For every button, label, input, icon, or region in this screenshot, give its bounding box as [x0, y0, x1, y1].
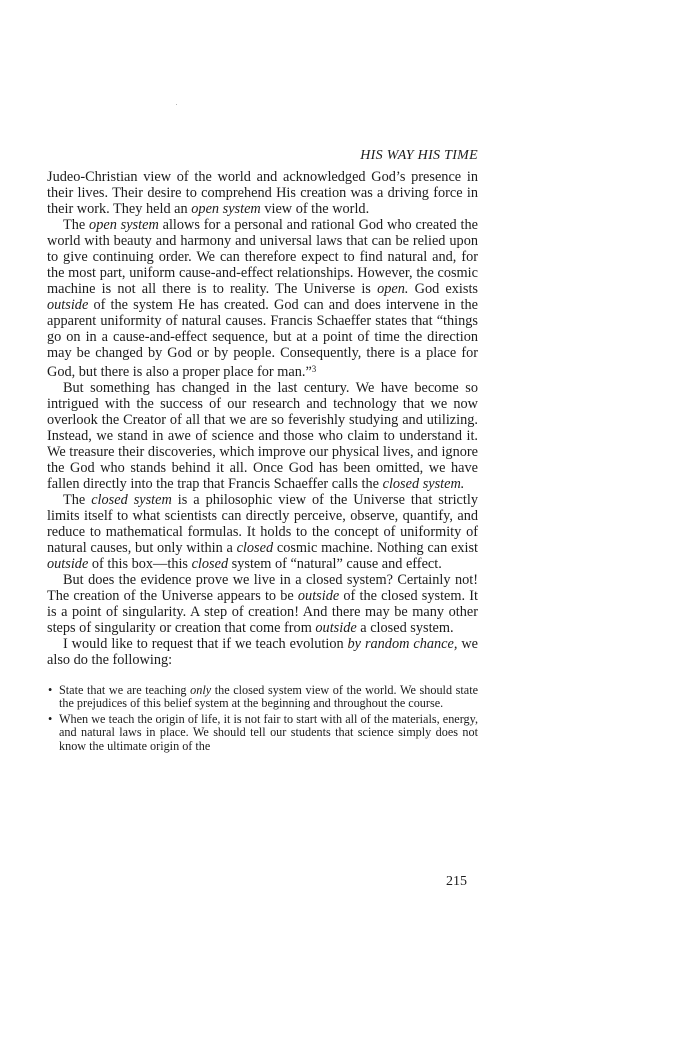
italic-text: outside — [47, 556, 89, 572]
list-item-text — [59, 683, 478, 710]
text-run: cosmic machine. Nothing can exist — [273, 540, 478, 556]
request-list — [47, 684, 478, 753]
text-run: The — [63, 492, 92, 508]
text-run: of this box—this — [88, 556, 192, 572]
text-run: of the closed system. It is a point of singularity. A step of creation! And there may be many other steps of singularity or creation that come from — [47, 588, 478, 636]
italic-text: open system — [89, 217, 159, 233]
text-run: God exists — [408, 281, 478, 297]
paragraph-closed-system — [47, 492, 478, 572]
text-run: The — [63, 217, 90, 233]
list-item — [47, 713, 478, 753]
list-item — [47, 684, 478, 711]
italic-text: open. — [377, 281, 409, 297]
text-run: of the system He has created. God can and does intervene in the apparent uniformity of natural causes. Francis Schaeffer states that “things go on in a cause-and-effect sequence, but at a point of time the direction may be changed by God or by people. Consequently, there is a place for God, but there is also a proper place for man.” — [47, 297, 478, 380]
paragraph-open-system — [47, 217, 478, 380]
footnote-ref: 3 — [311, 364, 317, 374]
bullet-icon: • — [48, 711, 53, 726]
italic-text: by random chance, — [347, 636, 458, 652]
list-item-text — [59, 712, 478, 753]
text-run: we also do the following: — [47, 636, 478, 668]
paragraph-something-changed — [47, 380, 478, 492]
italic-text: only — [190, 683, 212, 697]
text-run: a closed system. — [356, 620, 454, 636]
text-run: allows for a personal and rational God who created the world with beauty and harmony and universal laws that can be relied upon to give continuing order. We can therefore expect to find natural and, for the most part, uniform cause-and-effect relationships. However, the cosmic machine is not all there is to reality. The Universe is — [47, 217, 478, 297]
italic-text: closed — [236, 540, 274, 556]
italic-text: closed — [191, 556, 229, 572]
text-run: But something has changed in the last century. We have become so intrigued with the success of our research and technology that we now overlook the Creator of all that we are so feverishly studying and utilizing. Instead, we stand in awe of science and those who claim to understand it. We treasure their discoveries, which improve our physical lives, and ignore the God who stands behind it all. Once God has been omitted, we have fallen directly into the trap that Francis Schaeffer calls the — [47, 380, 478, 492]
italic-text: outside — [315, 620, 357, 636]
main-text — [47, 169, 478, 755]
text-run: the closed system view of the world. We should state the prejudices of this belief system at the beginning and throughout the course. — [59, 683, 478, 711]
text-run: But does the evidence prove we live in a closed system? Certainly not! The creation of the Universe appears to be — [47, 572, 478, 604]
text-run: Judeo-Christian view of the world and acknowledged God’s presence in their lives. Their desire to comprehend His creation was a driving force in their work. They held an — [47, 169, 478, 217]
text-run: is a philosophic view of the Universe that strictly limits itself to what scientists can directly perceive, observe, quantify, and reduce to mathematical formulas. It holds to the concept of uniformity of natural causes, but only within a — [47, 492, 478, 556]
text-run: system of “natural” cause and effect. — [228, 556, 442, 572]
italic-text: outside — [297, 588, 340, 604]
running-head: HIS WAY HIS TIME — [360, 148, 478, 163]
text-run: I would like to request that if we teach evolution — [63, 636, 348, 652]
italic-text: closed system. — [382, 476, 465, 492]
paragraph-1 — [47, 169, 478, 217]
italic-text: closed system — [91, 492, 172, 508]
italic-text: outside — [47, 297, 89, 313]
text-run: State that we are teaching — [59, 683, 191, 697]
scan-speck — [176, 104, 177, 105]
paragraph-evidence — [47, 572, 478, 636]
paragraph-request — [47, 636, 478, 668]
page-number: 215 — [446, 874, 467, 889]
italic-text: open system — [191, 201, 261, 217]
text-run: When we teach the origin of life, it is not fair to start with all of the materials, energy, and natural laws in place. We should tell our students that science simply does not know the ultimate origin of the — [59, 711, 478, 753]
text-run: view of the world. — [260, 201, 370, 217]
bullet-icon: • — [48, 683, 53, 697]
